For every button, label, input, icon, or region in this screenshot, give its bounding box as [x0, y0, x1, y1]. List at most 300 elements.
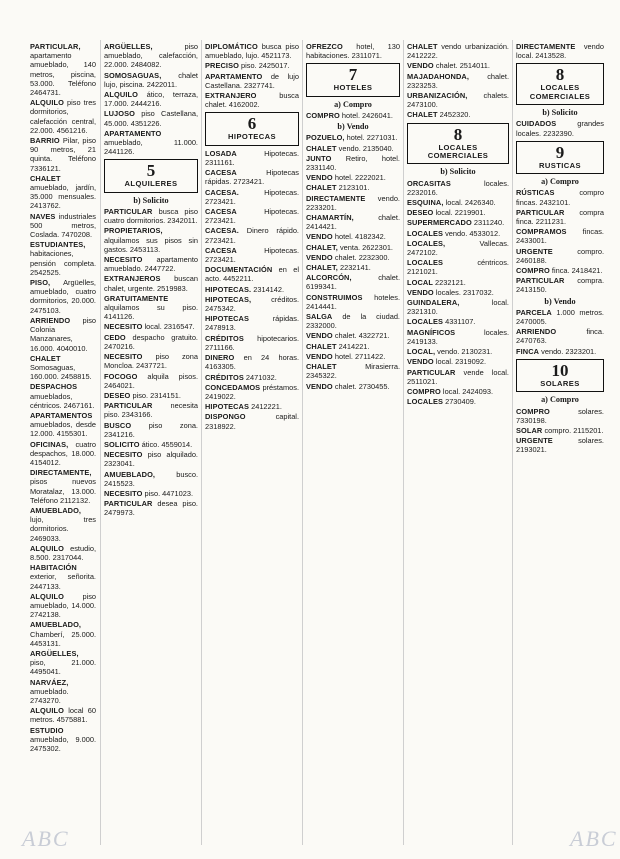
section-number: 9	[555, 142, 565, 162]
ad-text: compra finca. 2211231.	[516, 207, 604, 227]
ad-text: hotel. 2426041.	[341, 111, 393, 121]
ad-heading: SOLAR	[516, 425, 543, 435]
classified-ad	[306, 253, 400, 262]
ad-text: finca. 2418421.	[551, 266, 603, 276]
ad-heading: VENDO	[306, 173, 333, 183]
ad-heading: SOLICITO	[104, 439, 140, 449]
ad-heading: PARCELA	[516, 307, 552, 317]
classified-ad	[516, 188, 604, 206]
classified-ad	[104, 450, 198, 468]
ad-heading: FOCOGO	[104, 371, 138, 381]
section-header-locales	[407, 123, 509, 165]
subhead-compro: a) Compro	[541, 177, 579, 187]
ad-heading: ARRIENDO	[516, 327, 557, 337]
ad-text: piso. 2425017.	[241, 61, 290, 71]
ad-text: local. 2426340.	[445, 198, 496, 208]
ad-heading: DINERO	[205, 353, 235, 363]
ad-list	[516, 308, 604, 356]
ad-heading: CHALET	[306, 341, 337, 351]
classified-ad	[516, 42, 604, 60]
ad-heading: EXTRANJERO	[205, 91, 257, 101]
ad-text: chalet. 2730455.	[334, 381, 390, 391]
ad-heading: PROPIETARIOS,	[104, 226, 163, 236]
ad-heading: BARRIO	[30, 136, 60, 146]
section-title: HIPOTECAS	[228, 132, 276, 142]
section-header-locales-2	[516, 63, 604, 105]
classified-ad	[407, 110, 509, 119]
classified-ad	[205, 295, 299, 313]
classified-ad	[205, 314, 299, 332]
ad-heading: CRÉDITOS	[205, 333, 244, 343]
classified-ad	[104, 372, 198, 390]
ad-heading: ALQUILO	[30, 98, 64, 108]
section-header-hipotecas	[205, 112, 299, 145]
classified-ad	[306, 42, 400, 60]
ad-heading: CHALET	[306, 362, 337, 372]
ad-heading: APARTAMENTOS	[30, 410, 93, 420]
ad-heading: PRECISO	[205, 61, 239, 71]
classified-ad	[104, 440, 198, 449]
classified-ad	[104, 294, 198, 322]
ad-heading: CACESA.	[205, 187, 239, 197]
ad-heading: HIPOTECAS	[205, 402, 250, 412]
ad-text: exterior, señorita. 2447133.	[30, 572, 96, 591]
ad-heading: PARTICULAR	[104, 401, 153, 411]
ad-heading: RÚSTICAS	[516, 188, 555, 198]
classified-ad	[306, 144, 400, 153]
classified-ad	[516, 407, 604, 425]
ad-heading: DIRECTAMENTE,	[30, 468, 92, 478]
ad-text: Retiro, hotel. 2331140.	[306, 153, 400, 173]
ad-text: céntricos. 2121021.	[407, 258, 509, 277]
column-rule	[100, 40, 101, 845]
ad-heading: LOCAL	[407, 277, 433, 287]
ad-text: 4331107.	[445, 317, 476, 327]
ad-text: buscan chalet, urgente. 2519983.	[104, 274, 198, 293]
ad-list	[306, 111, 400, 120]
classified-ad	[407, 387, 509, 396]
ad-text: locales. 2317032.	[435, 287, 494, 297]
classified-ad	[407, 328, 509, 346]
column-3	[205, 42, 299, 845]
ad-list	[516, 188, 604, 294]
classified-ad	[306, 273, 400, 291]
subhead-solicito: b) Solicito	[133, 195, 169, 205]
section-header-solares	[516, 359, 604, 392]
ad-heading: ALQUILO	[30, 591, 64, 601]
ad-text: Argüelles, amueblado, cuatro dormitorios, 20.000. 2475103.	[30, 278, 96, 315]
ad-heading: DESEO	[407, 208, 434, 218]
ad-heading: VENDO	[407, 61, 434, 71]
ad-heading: JUNTO	[306, 153, 332, 163]
classified-ad	[306, 263, 400, 272]
ad-text: despacho gratuito. 2470216.	[104, 332, 198, 351]
classified-ad	[407, 61, 509, 70]
classified-ad	[516, 426, 604, 435]
ad-text: 2232141.	[339, 263, 371, 273]
classified-ad	[104, 255, 198, 273]
section-title: RUSTICAS	[538, 160, 581, 170]
classified-ad	[30, 136, 96, 173]
classified-ad	[30, 649, 96, 677]
classified-ad	[407, 317, 509, 326]
ad-heading: GUINDALERA,	[407, 298, 460, 308]
ad-text: amueblado, jardín, 35.000 mensuales. 2413762.	[30, 183, 96, 211]
ad-text: estudio, 8.500. 2317044.	[30, 543, 96, 562]
classified-ad	[30, 212, 96, 240]
ad-text: 2412221.	[251, 402, 282, 412]
ad-text: hotel. 4182342.	[334, 232, 386, 242]
classified-ad	[407, 397, 509, 406]
ad-text: piso zona. 2341216.	[104, 420, 198, 439]
column-2	[104, 42, 198, 845]
ad-text: piso tres dormitorios, calefacción central, 22.000. 4561216.	[30, 98, 96, 135]
ad-heading: CACESA	[205, 207, 237, 217]
classified-ad	[407, 347, 509, 356]
classified-ad	[516, 276, 604, 294]
ad-text: piso amueblado, 14.000. 2742138.	[30, 591, 96, 620]
ad-text: 2311240.	[473, 218, 505, 228]
ad-heading: PARTICULAR	[407, 367, 456, 377]
ad-heading: LOCALES	[407, 397, 444, 407]
ad-text: local. 2219901.	[435, 208, 486, 218]
ad-text: vende local. 2511021.	[407, 367, 509, 386]
classified-ad	[30, 354, 96, 382]
classified-ad	[205, 353, 299, 371]
ad-heading: MAJADAHONDA,	[407, 71, 469, 81]
ad-text: busca piso amueblado, lujo. 4521173.	[205, 42, 299, 61]
classified-ad	[104, 489, 198, 498]
classified-ad	[407, 368, 509, 386]
ad-heading: LOCAL,	[407, 347, 436, 357]
ad-text: vendo urbanización. 2412222.	[407, 42, 509, 61]
ad-heading: ALCORCÓN,	[306, 273, 352, 283]
ad-text: habitaciones, pensión completa. 2542525.	[30, 249, 96, 277]
ad-text: apartamento amueblado. 2447722.	[104, 255, 198, 274]
ad-heading: CONSTRUIMOS	[306, 292, 363, 302]
classified-ad	[104, 352, 198, 370]
ad-text: local 60 metros. 4575881.	[30, 706, 96, 725]
ad-heading: CUIDADOS	[516, 119, 557, 129]
ad-heading: CACESA	[205, 168, 237, 178]
column-rule	[403, 40, 404, 845]
ad-heading: ARGÜELLES,	[104, 42, 153, 51]
ad-text: cuatro despachos, 18.000. 4154012.	[30, 439, 96, 467]
ad-heading: NECESITO	[104, 352, 143, 362]
classified-ad	[30, 174, 96, 211]
ad-heading: LOCALES	[407, 258, 444, 268]
ad-text: busca chalet. 4162002.	[205, 91, 299, 110]
ad-text: local. 2319092.	[435, 357, 486, 367]
ad-heading: APARTAMENTO	[104, 128, 162, 138]
ad-text: chalet. 2514011.	[435, 61, 490, 71]
ad-heading: COMPRAMOS	[516, 227, 567, 237]
classified-ad	[306, 293, 400, 311]
classified-ad	[407, 218, 509, 227]
ad-heading: OFICINAS,	[30, 439, 69, 449]
classified-ad	[407, 198, 509, 207]
ad-text: vendo local. 2413528.	[516, 42, 604, 61]
ad-heading: BUSCO	[104, 420, 132, 430]
ad-heading: VENDO	[306, 252, 333, 262]
section-title: SOLARES	[540, 378, 580, 388]
classified-ad	[30, 278, 96, 315]
classified-ad	[30, 726, 96, 754]
ad-text: chalet. 2232300.	[334, 252, 390, 262]
ad-heading: DISPONGO	[205, 412, 246, 422]
ad-heading: ORCASITAS	[407, 178, 451, 188]
classified-ad	[306, 232, 400, 241]
ad-heading: CHALET,	[306, 242, 338, 252]
ad-heading: VENDO	[306, 381, 333, 391]
ad-heading: HIPOTECAS	[205, 314, 250, 324]
ad-text: chalet. 6199341.	[306, 273, 400, 292]
ad-text: amueblado, 9.000. 2475302.	[30, 734, 96, 754]
ad-text: amueblado. 2743270.	[30, 686, 69, 706]
classified-ad	[30, 706, 96, 724]
ad-text: compro. 2115201.	[544, 425, 604, 435]
ad-text: local. 2321310.	[407, 298, 509, 317]
ad-text: chalets. 2473100.	[407, 91, 509, 110]
classified-ad	[30, 382, 96, 410]
ad-heading: CHAMARTÍN,	[306, 213, 354, 223]
classified-ad	[205, 402, 299, 411]
ad-list	[306, 133, 400, 390]
ad-heading: VENDO	[306, 232, 333, 242]
ad-text: venta. 2622301.	[339, 242, 393, 252]
ad-heading: COMPRO	[407, 386, 441, 396]
ad-heading: SUPERMERCADO	[407, 218, 472, 228]
ad-text: alquilamos sus pisos sin gastos. 2453113.	[104, 235, 198, 254]
ad-text: pisos nuevos Moratalaz, 13.000. Teléfono 2112132.	[30, 477, 96, 505]
ad-heading: HIPOTECAS,	[205, 294, 252, 304]
ad-list	[104, 207, 198, 518]
ad-text: Somosaguas, 160.000. 2458815.	[30, 362, 92, 382]
ad-text: 1.000 metros. 2470005.	[516, 307, 604, 327]
ad-text: busco. 2415523.	[104, 469, 198, 488]
ad-heading: PARTICULAR	[516, 276, 565, 286]
ad-text: amueblado, 11.000. 2441126.	[104, 138, 198, 157]
ad-heading: CHALET	[407, 42, 438, 51]
classified-ad	[306, 362, 400, 380]
classified-ad	[306, 133, 400, 142]
ad-list	[516, 42, 604, 60]
section-number: 8	[453, 124, 463, 144]
column-rule	[512, 40, 513, 845]
ad-heading: ARGÜELLES,	[30, 649, 79, 658]
classified-ad	[205, 265, 299, 283]
classified-ad	[30, 506, 96, 543]
column-6	[516, 42, 604, 845]
classified-ad	[104, 109, 198, 127]
ad-heading: FINCA	[516, 346, 540, 356]
ad-text: piso zona Moncloa. 2437721.	[104, 352, 198, 371]
ad-text: piso. 2314151.	[132, 390, 181, 400]
ad-heading: HABITACIÓN	[30, 563, 77, 573]
ad-heading: NECESITO	[104, 255, 143, 265]
ad-heading: NECESITO	[104, 322, 143, 332]
ad-heading: HIPOTECAS.	[205, 284, 252, 294]
ad-heading: CONCEDAMOS	[205, 382, 261, 392]
ad-heading: SOMOSAGUAS,	[104, 70, 162, 80]
ad-text: apartamento amueblado, 140 metros, piscina, 53.000. Teléfono 2464731.	[30, 51, 96, 98]
section-number: 7	[348, 65, 358, 85]
section-number: 10	[551, 360, 569, 380]
classified-ad	[205, 226, 299, 244]
classified-ad	[306, 342, 400, 351]
classified-ad	[516, 119, 604, 137]
classified-ad	[30, 98, 96, 135]
classified-ad	[104, 42, 198, 70]
ad-text: Hipotecas. 2723421.	[205, 187, 299, 206]
classified-ad	[306, 352, 400, 361]
classified-ad	[306, 173, 400, 182]
ad-text: chalet. 2323253.	[407, 71, 509, 90]
ad-list	[205, 149, 299, 431]
classified-ad	[516, 347, 604, 356]
ad-heading: CACESA	[205, 245, 237, 255]
ad-text: amueblados, céntricos. 2467161.	[30, 391, 95, 410]
subhead-compro: a) Compro	[334, 99, 372, 109]
ad-text: vendo. 2233201.	[306, 193, 400, 212]
ad-text: de la ciudad. 2332000.	[306, 312, 400, 331]
ad-text: compra. 2413150.	[516, 276, 604, 295]
classified-ad	[516, 308, 604, 326]
ad-text: industriales 500 metros, Coslada. 7470208.	[30, 211, 96, 240]
ad-text: préstamos. 2419022.	[205, 382, 299, 401]
ad-heading: GRATUITAMENTE	[104, 293, 169, 303]
classified-ad	[407, 179, 509, 197]
ad-heading: CHALET	[306, 143, 337, 153]
classified-ad	[30, 563, 96, 591]
ad-heading: LOSADA	[205, 148, 237, 158]
ad-text: solares. 7330198.	[516, 406, 604, 425]
ad-list	[205, 42, 299, 109]
ad-text: 2314142.	[253, 284, 285, 294]
section-number: 6	[247, 114, 257, 134]
ad-heading: AMUEBLADO,	[30, 505, 82, 515]
classified-ad	[407, 258, 509, 276]
classified-ad	[306, 111, 400, 120]
ad-heading: LOCALES	[407, 228, 444, 238]
ad-text: hotel. 2271031.	[346, 133, 398, 143]
ad-heading: PISO,	[30, 278, 51, 288]
ad-text: ático, terraza, 17.000. 2444216.	[104, 90, 198, 109]
ad-heading: DIPLOMÁTICO	[205, 42, 258, 51]
ad-heading: NECESITO	[104, 488, 143, 498]
ad-heading: NAVES	[30, 211, 56, 221]
ad-heading: CHALET	[30, 173, 61, 183]
ad-text: vendo. 2135040.	[338, 143, 394, 153]
classified-ad	[516, 227, 604, 245]
subhead-vendo: b) Vendo	[337, 122, 369, 132]
ad-text: 2232121.	[435, 277, 466, 287]
ad-list	[30, 42, 96, 753]
ad-text: piso Castellana, 45.000. 4351226.	[104, 109, 198, 128]
ad-heading: ARRIENDO	[30, 315, 71, 325]
watermark-logo: ABC	[22, 826, 70, 851]
ad-text: créditos. 2475342.	[205, 294, 299, 314]
ad-heading: NECESITO	[104, 450, 143, 460]
ad-text: vendo. 2323201.	[541, 346, 597, 356]
ad-text: desea piso. 2479973.	[104, 499, 198, 518]
classified-ad	[104, 129, 198, 157]
classified-ad	[516, 208, 604, 226]
ad-heading: ESQUINA,	[407, 198, 444, 208]
classified-ad	[104, 90, 198, 108]
ad-text: piso alquilado. 2323041.	[104, 450, 198, 469]
ad-text: Dinero rápido. 2723421.	[205, 226, 299, 245]
classified-ad	[407, 357, 509, 366]
ad-heading: OFREZCO	[306, 42, 343, 51]
ad-text: Mirasierra. 2345322.	[306, 362, 400, 381]
ad-text: en 24 horas. 4163305.	[205, 353, 299, 372]
ad-heading: AMUEBLADO,	[104, 469, 156, 479]
classified-ad	[30, 468, 96, 505]
subhead-solicito: b) Solicito	[440, 167, 476, 177]
ad-text: compro. 2460188.	[516, 246, 604, 265]
subhead-solicito: b) Solicito	[542, 108, 578, 118]
ad-list	[516, 119, 604, 137]
classified-ad	[205, 246, 299, 264]
ad-text: chalet. 4322721.	[334, 331, 390, 341]
ad-text: 2123101.	[338, 183, 370, 193]
ad-heading: POZUELO,	[306, 133, 345, 143]
subhead-vendo: b) Vendo	[544, 296, 576, 306]
ad-text: 2471032.	[245, 372, 277, 382]
ad-list	[516, 407, 604, 455]
classified-ad	[205, 61, 299, 70]
classified-ad	[30, 678, 96, 706]
ad-text: alquilamos su piso. 4141126.	[104, 303, 198, 322]
classified-ad	[30, 592, 96, 620]
ad-heading: LUJOSO	[104, 109, 135, 119]
classified-ad	[30, 544, 96, 562]
classified-ad	[407, 208, 509, 217]
section-number: 5	[146, 161, 156, 181]
section-number: 8	[555, 65, 565, 85]
ad-text: Hipotecas. 2311161.	[205, 148, 299, 168]
classified-ad	[30, 620, 96, 648]
ad-heading: VENDO	[407, 357, 434, 367]
ad-heading: ESTUDIO	[30, 725, 64, 735]
section-title: HOTELES	[333, 83, 373, 93]
column-1	[30, 42, 96, 845]
watermark-logo: ABC	[570, 826, 618, 851]
ad-text: vendo. 2130231.	[437, 347, 493, 357]
section-title: LOCALES COMERCIALES	[427, 142, 489, 161]
ad-text: en el acto. 4452211.	[205, 265, 299, 284]
classified-ad	[104, 322, 198, 331]
ad-text: Chamberí, 25.000. 4453131.	[30, 629, 96, 648]
ad-text: Hipotecas. 2723421.	[205, 245, 299, 265]
classified-ad	[306, 243, 400, 252]
classified-ad	[205, 334, 299, 352]
classified-ad	[30, 440, 96, 468]
ad-heading: URGENTE	[516, 436, 553, 446]
ad-text: chalet lujo, piscina. 2422011.	[104, 70, 198, 89]
ad-heading: CACESA.	[205, 226, 239, 236]
classified-ad	[205, 149, 299, 167]
ad-text: locales. 2419133.	[407, 327, 509, 346]
classified-ad	[104, 391, 198, 400]
ad-text: lujo, tres dormitorios. 2469033.	[30, 515, 96, 543]
classified-ad	[407, 91, 509, 109]
classified-ad	[30, 411, 96, 439]
classified-ad	[205, 373, 299, 382]
ad-text: solares. 2193021.	[516, 436, 604, 455]
classified-ad	[104, 274, 198, 292]
